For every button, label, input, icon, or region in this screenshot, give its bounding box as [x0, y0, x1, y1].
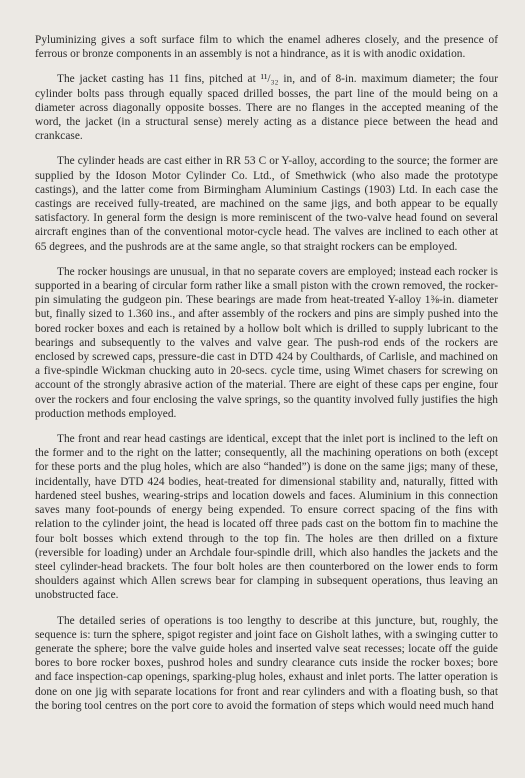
paragraph: The front and rear head castings are identical, except that the inlet port is inclined to the left on the former and to the right on the latter; consequently, all the machining operations on both (except for these ports and the plug holes, which are also “handed”) is done on the same jigs; many of these, incidentally, have DTD 424 bodies, heat-treated for dimensional stability and, naturally, fitted with hardened steel bushes, wearing-strips and location dowels and faces. Aluminium in this connection saves many foot-pounds of energy being expended. To ensure correct spacing of the fins with relation to the cylinder joint, the head is located off three pads cast on the bottom fin to machine the four bolt bosses which extend through to the top fin. The holes are then drilled on a fixture (reversible for loading) under an Archdale four-spindle drill, which also handles the jackets and the steel cylinder-head brackets. The four bolt holes are then counterbored on the lower ends to form shoulders against which Allen screws bear for clamping in subsequent operations, thus leaving an unobstructed face.: [35, 433, 498, 602]
paragraph: The rocker housings are unusual, in that no separate covers are employed; instead each rocker is supported in a bearing of circular form rather like a small piston with the crown removed, the rocker-pin simulating the gudgeon pin. These bearings are made from heat-treated Y-alloy 1⅜-in. diameter but, finally sized to 1.360 ins., and after assembly of the rockers and pins are simply pushed into the bored rocker boxes and each is retained by a hollow bolt which is drilled to supply lubricant to the bearings and subsequently to the valves and valve gear. The push-rod ends of the rockers are enclosed by screwed caps, pressure-die cast in DTD 424 by Coulthards, of Carlisle, and machined on a five-spindle Wickman chucking auto in 20-secs. cycle time, using Wimet chasers for screwing on account of the strongly abrasive action of the material. There are eight of these caps per engine, four over the rockers and four enclosing the valve springs, so the quantity involved fully justifies the high production methods employed.: [35, 265, 498, 420]
paragraph: The jacket casting has 11 fins, pitched at ¹¹/₃₂ in, and of 8-in. maximum diameter; the four cylinder bolts pass through equally spaced drilled bosses, the part line of the mould being on a diameter across diagonally opposite bosses. There are no flanges in the accepted meaning of the word, the jacket (in a structural sense) merely acting as a distance piece between the head and crankcase.: [35, 73, 498, 143]
paragraph: Pyluminizing gives a soft surface film to which the enamel adheres closely, and the presence of ferrous or bronze components in an assembly is not a hindrance, as it is with anodic oxidation.: [35, 34, 498, 61]
paragraph: The detailed series of operations is too lengthy to describe at this juncture, but, roughly, the sequence is: turn the sphere, spigot register and joint face on Gisholt lathes, with a swinging cutter to generate the sphere; bore the valve guide holes and inserted valve seat recesses; locate off the guide bores to bore rocker boxes, pushrod holes and sundry clearance cuts inside the rocker boxes; bore and face inspection-cap openings, sparking-plug holes, exhaust and inlet ports. The latter operation is done on one jig with separate locations for front and rear cylinders and with a floating bush, so that the boring tool centres on the port core to avoid the formation of steps which would need much hand: [35, 614, 498, 712]
paragraph: The cylinder heads are cast either in RR 53 C or Y-alloy, according to the source; the former are supplied by the Idoson Motor Cylinder Co. Ltd., of Smethwick (who also made the prototype castings), and the latter come from Birmingham Aluminium Castings (1903) Ltd. In each case the castings are received fully-treated, are machined on the same jigs, and both appear to be equally satisfactory. In general form the design is more reminiscent of the two-valve head found on several aircraft engines than of the conventional motor-cycle head. The valves are inclined to each other at 65 degrees, and the pushrods are at the same angle, so that straight rockers can be employed.: [35, 155, 498, 253]
